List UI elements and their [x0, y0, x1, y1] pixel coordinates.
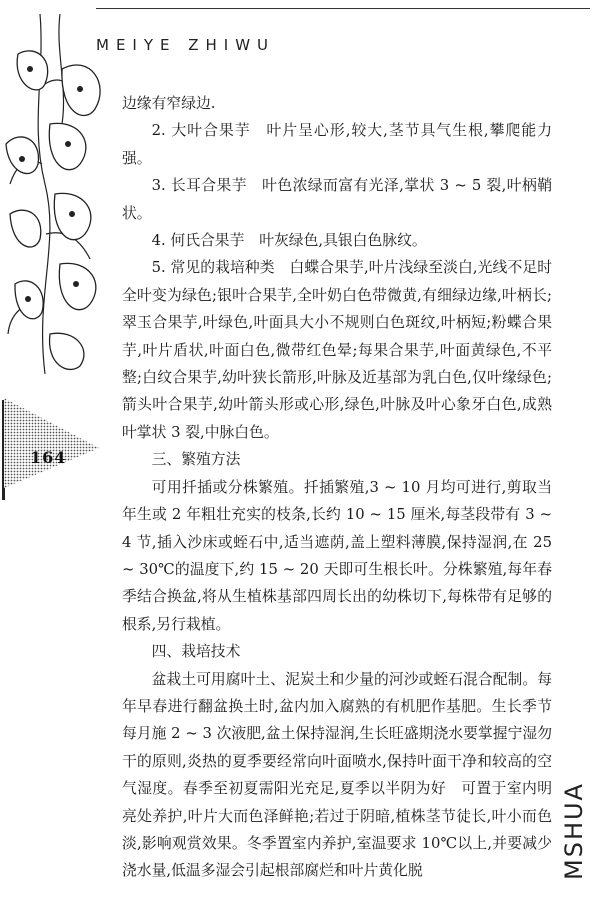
section-heading: 三、繁殖方法 — [151, 451, 241, 469]
running-header: MEIYE ZHIWU — [96, 36, 276, 54]
top-rule — [96, 8, 588, 9]
paragraph: 3. 长耳合果芋 叶色浓绿而富有光泽,掌状 3 ~ 5 裂,叶柄鞘状。 — [122, 177, 552, 222]
page-number-triangle — [4, 398, 104, 488]
paragraph: 可用扦插或分株繁殖。扦插繁殖,3 ~ 10 月均可进行,剪取当年生或 2 年粗壮充实的枝条,长约 10 ~ 15 厘米,每茎段带有 3 ~ 4 节,插入沙床或蛭石中,适当遮荫,盖上塑料薄膜,保持湿润,在 25 ~ 30℃的温度下,约 15 ~ 20 天即可生根长叶。分株繁殖,每年春季结合换盆,将从生植株基部四周长出的幼株切下,每株带有足够的根系,另行栽植。 — [122, 478, 552, 633]
section-heading: 四、栽培技术 — [151, 643, 241, 661]
paragraph: 5. 常见的栽培种类 白蝶合果芋,叶片浅绿至淡白,光线不足时全叶变为绿色;银叶合果芋,全叶奶白色带微黄,有细绿边缘,叶柄长;翠玉合果芋,叶绿色,叶面具大小不规则白色斑纹,叶柄短;粉蝶合果芋,叶片盾状,叶面白色,微带红色晕;每果合果芋,叶面黄绿色,不平整;白纹合果芋,幼叶狭长箭形,叶脉及近基部为乳白色,仅叶缘绿色;箭头叶合果芋,幼叶箭头形或心形,绿色,叶脉及叶心象牙白色,成熟叶掌状 3 裂,中脉白色。 — [122, 259, 552, 441]
paragraph: 2. 大叶合果芋 叶片呈心形,较大,茎节具气生根,攀爬能力强。 — [122, 122, 552, 167]
watermark: MSHUA — [560, 782, 588, 880]
body-text — [122, 90, 552, 885]
paragraph: 盆栽土可用腐叶土、泥炭土和少量的河沙或蛭石混合配制。每年早春进行翻盆换土时,盆内加入腐熟的有机肥作基肥。生长季节每月施 2 ~ 3 次液肥,盆土保持湿润,生长旺盛期浇水要掌握宁湿勿干的原则,炎热的夏季要经常向叶面喷水,保持叶面干净和较高的空气湿度。春季至初夏需阳光充足,夏季以半阴为好 可置于室内明亮处养护,叶片大而色泽鲜艳;若过于阴暗,植株茎节徒长,叶小而色淡,影响观赏效果。冬季置室内养护,室温要求 10℃以上,并要减少浇水量,低温多湿会引起根部腐烂和叶片黄化脱 — [122, 670, 552, 880]
paragraph: 边缘有窄绿边. — [122, 95, 216, 112]
page-number: 164 — [30, 448, 67, 467]
top-rule-end — [578, 2, 590, 9]
paragraph: 4. 何氏合果芋 叶灰绿色,具银白色脉纹。 — [151, 232, 427, 250]
vine-illustration — [0, 14, 120, 374]
